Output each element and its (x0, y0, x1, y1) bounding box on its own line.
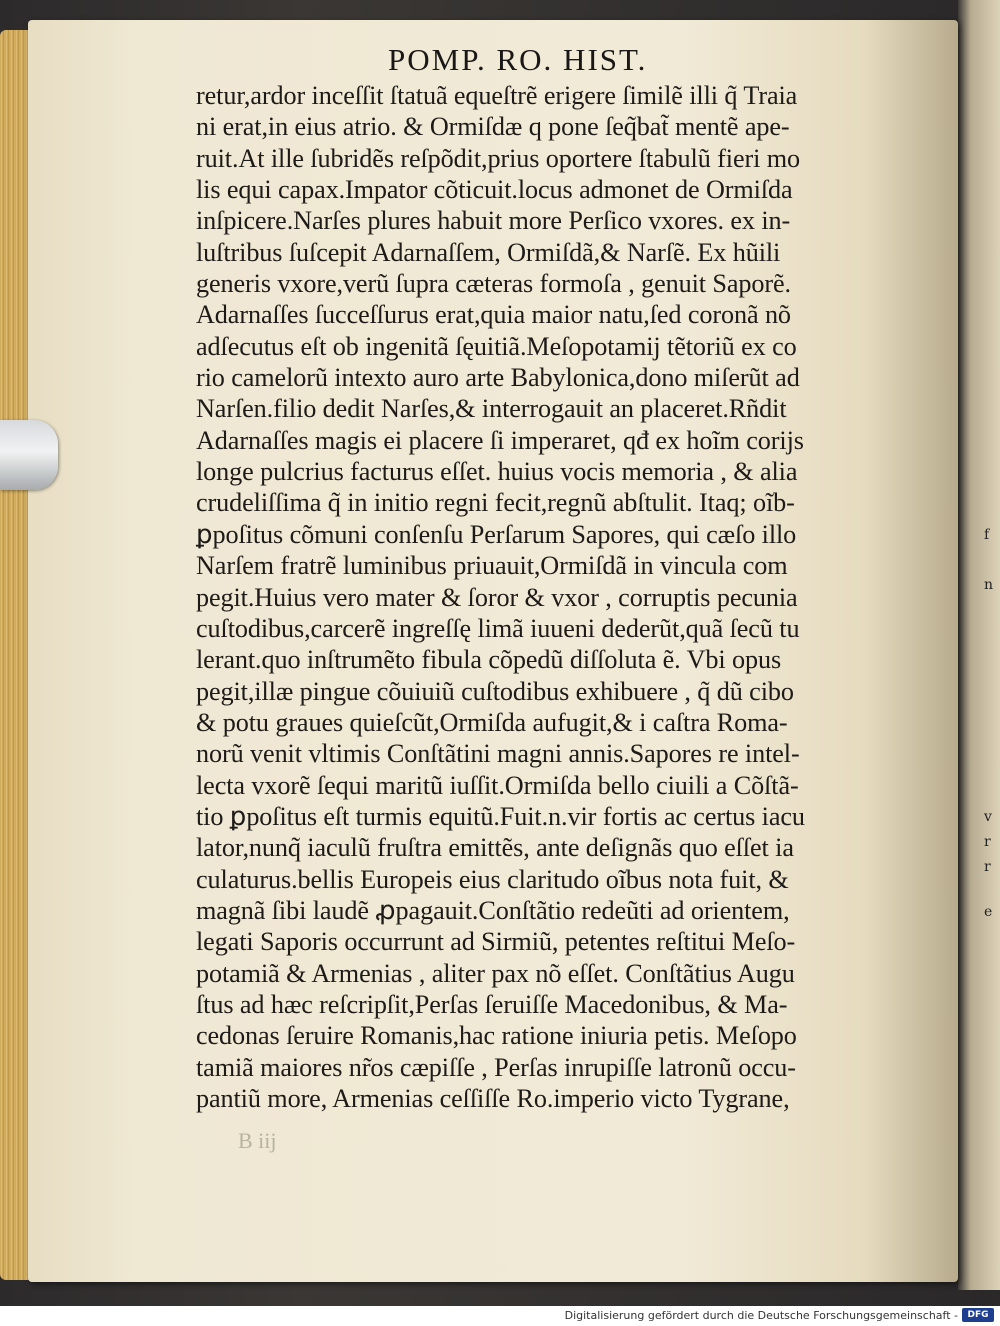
facing-page-fragment: n (984, 577, 994, 593)
text-line: pegit,illæ pingue cõuiuiũ cuſtodibus exhibuere , q̃ dũ cibo (196, 676, 794, 706)
text-line: tio ꝑpoſitus eſt turmis equitũ.Fuit.n.vir fortis ac certus iacu (196, 801, 805, 831)
text-line: longe pulcrius facturus eſſet. huius vocis memoria , & alia (196, 457, 798, 487)
text-line: retur,ardor inceſſit ſtatuã equeſtrẽ erigere ſimilẽ illi q̃ Traia (196, 81, 798, 110)
facing-page-fragment: r (984, 834, 991, 850)
signature-mark: B iij (238, 1128, 277, 1153)
text-line: lis equi capax.Impator cõticuit.locus admonet de Ormiſda (196, 175, 793, 205)
text-line: lerant.quo inſtrumẽto fibula cõpedũ diſſoluta ẽ. Vbi opus (196, 645, 782, 675)
gilt-page-edges (0, 30, 30, 1280)
facing-page-fragment: r (984, 859, 991, 875)
text-line: magnã ſibi laudẽ ꝓpagauit.Conſtãtio redeũti ad orientem, (196, 895, 790, 925)
facing-page-fragment: e (984, 904, 993, 920)
facing-page-fragment: f (984, 527, 990, 543)
text-line: generis vxore,verũ ſupra cæteras formoſa , genuit Saporẽ. (196, 269, 791, 299)
running-head: POMP. RO. HIST. (388, 42, 648, 77)
text-line: ſtus ad hæc reſcripſit,Perſas ſeruiſſe Macedonibus, & Ma- (196, 989, 788, 1019)
text-line: crudeliſſima q̃ in initio regni fecit,regnũ abſtulit. Itaq; oĩb- (196, 488, 795, 518)
text-line: adſecutus eſt ob ingenitã ſęuitiã.Meſopotamij tẽtoriũ ex co (196, 331, 797, 361)
text-line: lator,nunq̃ iaculũ fruſtra emittẽs, ante deſignãs quo eſſet ia (196, 833, 794, 863)
text-line: Narſem fratrẽ luminibus priuauit,Ormiſdã in vincula com (196, 551, 788, 581)
footer-credit: Digitalisierung gefördert durch die Deutsche Forschungsgemeinschaft - (564, 1309, 958, 1322)
text-line: tamiã maiores nr̃os cæpiſſe , Perſas inrupiſſe latronũ occu- (196, 1052, 796, 1082)
text-line: ꝑpoſitus cõmuni conſenſu Perſarum Sapores, qui cæſo illo (196, 519, 797, 549)
text-line: inſpicere.Narſes plures habuit more Perſico vxores. ex in- (196, 206, 791, 236)
text-line: Adarnaſſes ſucceſſurus erat,quia maior natu,ſed coronã nõ (196, 300, 791, 330)
text-line: cedonas ſeruire Romanis,hac ratione iniuria petis. Meſopo (196, 1021, 797, 1051)
text-line: lecta vxorẽ ſequi maritũ iuſſit.Ormiſda bello ciuili a Cõſtã- (196, 770, 799, 800)
text-line: & potu graues quieſcũt,Ormiſda aufugit,& i caſtra Roma- (196, 707, 788, 737)
text-line: cuſtodibus,carcerẽ ingreſſę limã iuueni dederũt,quã ſecũ tu (196, 613, 800, 643)
text-line: ni erat,in eius atrio. & Ormiſdæ q pone ſeq̃bat̃ mentẽ ape- (196, 112, 790, 142)
text-line: norũ venit vltimis Conſtãtini magni annis.Sapores re intel- (196, 739, 800, 769)
text-line: pegit.Huius vero mater & ſoror & vxor , corruptis pecunia (196, 582, 798, 612)
page-clip (0, 420, 58, 490)
text-line: culaturus.bellis Europeis eius claritudo oĩbus nota fuit, & (196, 864, 789, 894)
dfg-logo: DFG (962, 1308, 994, 1322)
text-line: pantiũ more, Armenias ceſſiſſe Ro.imperio victo Tygrane, (196, 1084, 790, 1113)
text-line: rio camelorũ intexto auro arte Babylonica,dono miſerũt ad (196, 363, 800, 393)
text-line: Narſen.filio dedit Narſes,& interrogauit an placeret.Rñdit (196, 394, 787, 424)
text-line: Adarnaſſes magis ei placere ſi imperaret, qđ ex hoĩm corijs (196, 425, 804, 455)
text-line: ruit.At ille ſubridẽs reſpõdit,prius oportere ſtabulũ fieri mo (196, 143, 800, 173)
text-line: luſtribus ſuſcepit Adarnaſſem, Ormiſdã,& Narſẽ. Ex hũili (196, 237, 781, 267)
text-line: legati Saporis occurrunt ad Sirmiũ, petentes reſtitui Meſo- (196, 927, 796, 957)
body-text (196, 80, 886, 1114)
text-line: potamiã & Armenias , aliter pax nõ eſſet. Conſtãtius Augu (196, 958, 795, 988)
facing-page (958, 0, 1000, 1290)
facing-page-fragment: v (984, 809, 992, 825)
